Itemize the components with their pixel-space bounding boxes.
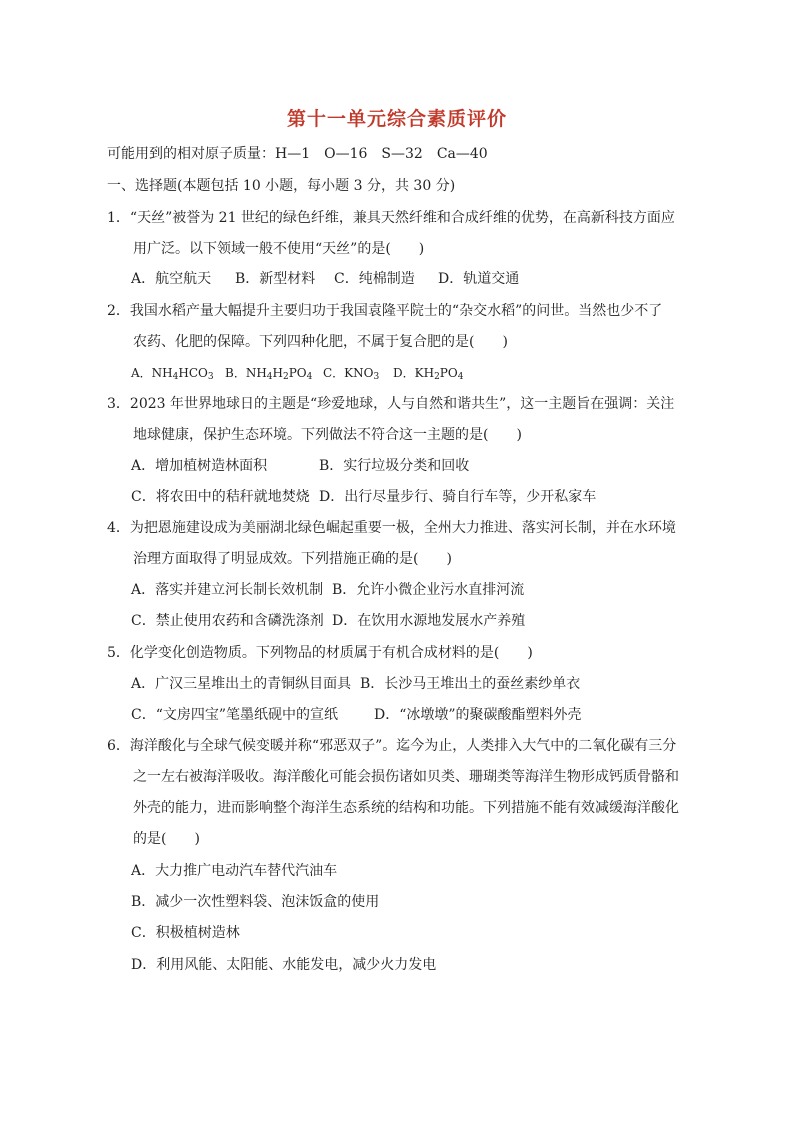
question-3-options-cd: [131, 487, 596, 507]
question-4-line-1: 4．为把恩施建设成为美丽湖北绿色崛起重要一极，全州大力推进、落实河长制，并在水环境: [107, 520, 676, 536]
question-6-line-4: 的是( ): [133, 831, 200, 847]
question-5-options-ab: [131, 674, 580, 694]
option-a: A．广汉三星堆出土的青铜纵目面具: [131, 676, 352, 692]
option-b: B．允许小微企业污水直排河流: [332, 582, 525, 598]
option-d: D．出行尽量步行、骑自行车等，少开私家车: [319, 489, 597, 505]
option-d: D．“冰墩墩”的聚碳酸酯塑料外壳: [374, 707, 582, 723]
option-b: B．$NH_4H_2PO_4$: [225, 366, 313, 382]
option-b: B．长沙马王堆出土的蚕丝素纱单衣: [360, 676, 581, 692]
question-6-option-c: C．积极植树造林: [131, 925, 240, 941]
question-6-line-2: 之一左右被海洋吸收。海洋酸化可能会损伤诸如贝类、珊瑚类等海洋生物形成钙质骨骼和: [133, 769, 679, 785]
question-5-options-cd: [131, 705, 582, 725]
question-6-option-b: B．减少一次性塑料袋、泡沫饭盒的使用: [131, 894, 380, 910]
question-3-line-1: 3．2023 年世界地球日的主题是“珍爱地球，人与自然和谐共生”，这一主题旨在强调：关注: [107, 396, 675, 412]
option-c: C．将农田中的秸秆就地焚烧: [131, 489, 310, 505]
question-5-line-1: 5．化学变化创造物质。下列物品的材质属于有机合成材料的是( ): [107, 645, 533, 661]
question-6-option-a: A．大力推广电动汽车替代汽油车: [131, 863, 338, 879]
question-4-options-ab: [131, 580, 524, 600]
option-d: D．$KH_2PO_4$: [393, 366, 464, 382]
atomic-masses-line: 可能用到的相对原子质量：H—1 O—16 S—32 Ca—40: [107, 146, 488, 162]
option-c: C．“文房四宝”笔墨纸砚中的宣纸: [131, 707, 339, 723]
question-3-options-ab: [131, 456, 469, 476]
option-c: C．纯棉制造: [334, 271, 415, 287]
question-2-line-1: 2．我国水稻产量大幅提升主要归功于我国袁隆平院士的“杂交水稻”的问世。当然也少不了: [107, 303, 663, 319]
question-6-option-d: D．利用风能、太阳能、水能发电，减少火力发电: [131, 957, 437, 973]
option-c: C．$KNO_3$: [323, 366, 380, 382]
option-a: A．增加植树造林面积: [131, 458, 268, 474]
question-6-line-3: 外壳的能力，进而影响整个海洋生态系统的结构和功能。下列措施不能有效减缓海洋酸化: [133, 800, 679, 816]
question-1-options: [131, 269, 519, 289]
option-b: B．实行垃圾分类和回收: [319, 458, 470, 474]
option-d: D．在饮用水源地发展水产养殖: [332, 613, 526, 629]
option-c: C．禁止使用农药和含磷洗涤剂: [131, 613, 324, 629]
question-3-line-2: 地球健康，保护生态环境。下列做法不符合这一主题的是( ): [133, 427, 522, 443]
question-4-options-cd: [131, 611, 525, 631]
option-a: A．$NH_4HCO_3$: [131, 366, 214, 382]
option-b: B．新型材料: [235, 271, 316, 287]
option-a: A．落实并建立河长制长效机制: [131, 582, 324, 598]
question-2-options: [131, 363, 463, 387]
question-1-line-2: 用广泛。以下领域一般不使用“天丝”的是( ): [133, 241, 425, 257]
option-a: A．航空航天: [131, 271, 212, 287]
question-2-line-2: 农药、化肥的保障。下列四种化肥，不属于复合肥的是( ): [133, 334, 508, 350]
option-d: D．轨道交通: [438, 271, 520, 287]
question-1-line-1: 1．“天丝”被誉为 21 世纪的绿色纤维，兼具天然纤维和合成纤维的优势，在高新科技方面应: [107, 210, 675, 226]
page-title: 第十一单元综合素质评价: [286, 108, 507, 130]
question-4-line-2: 治理方面取得了明显成效。下列措施正确的是( ): [133, 551, 452, 567]
question-6-line-1: 6．海洋酸化与全球气候变暖并称“邪恶双子”。迄今为止，人类排入大气中的二氧化碳有三分: [107, 738, 677, 754]
section-heading: 一、选择题(本题包括 10 小题，每小题 3 分，共 30 分): [107, 178, 456, 194]
